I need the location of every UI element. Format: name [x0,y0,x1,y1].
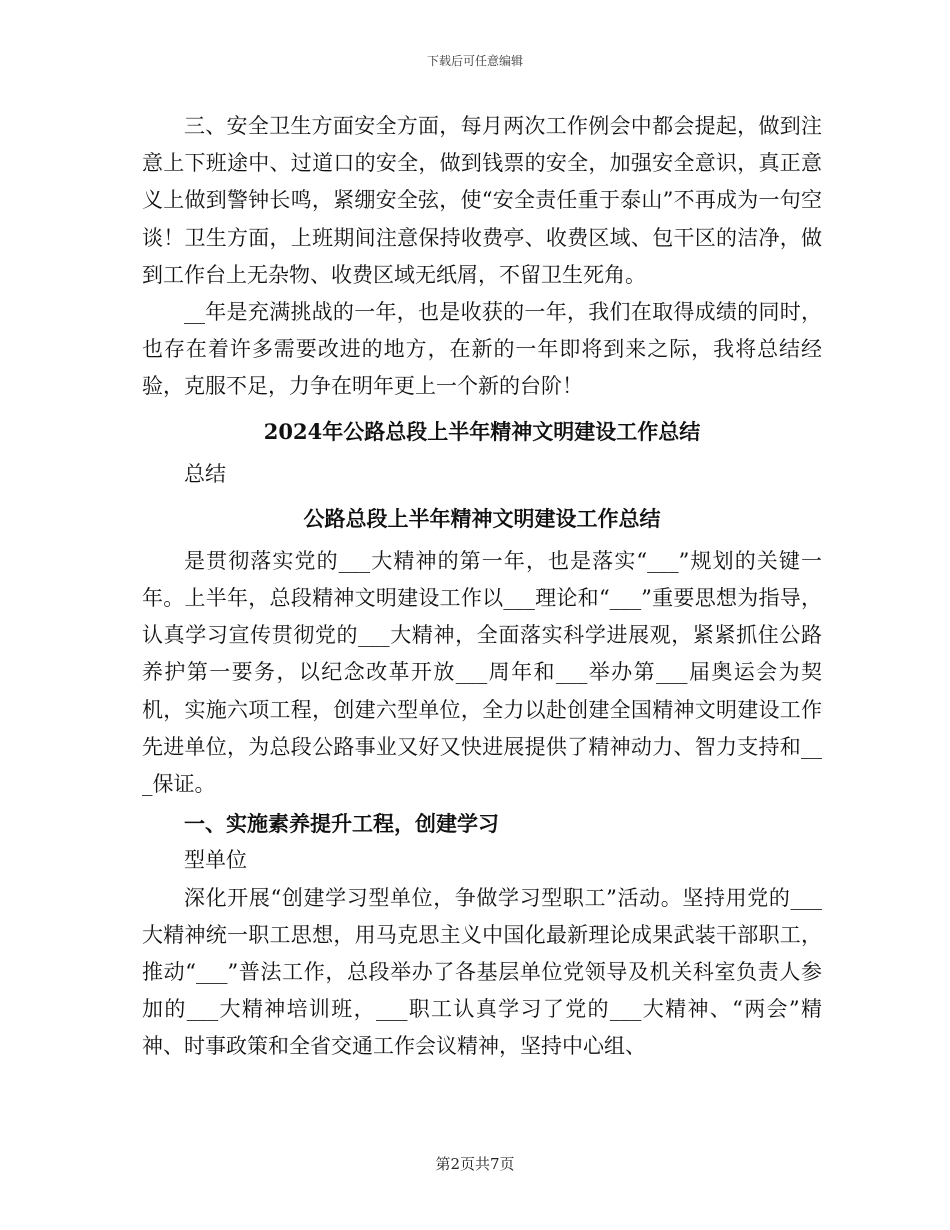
document-body [142,108,822,1066]
section-subtitle: 公路总段上半年精神文明建设工作总结 [303,505,661,531]
paragraph-year-summary: __年是充满挑战的一年，也是收获的一年，我们在取得成绩的同时，也存在着许多需要改进的地方，在新的一年即将到来之际，我将总结经验，克服不足，力争在明年更上一个新的台阶！ [142,300,822,399]
page-header-note: 下载后可任意编辑 [426,54,523,68]
paragraph-safety-hygiene: 三、安全卫生方面安全方面，每月两次工作例会中都会提起，做到注意上下班途中、过道口的安全，做到钱票的安全，加强安全意识，真正意义上做到警钟长鸣，紧绷安全弦，使“安全责任重于泰山”不再成为一句空谈！卫生方面，上班期间注意保持收费亭、收费区域、包干区的洁净，做到工作台上无杂物、收费区域无纸屑，不留卫生死角。 [142,114,822,287]
page-number: 第2页共7页 [435,1155,515,1173]
section-1-heading: 一、实施素养提升工程，创建学习 [184,811,499,837]
section-1-subheading: 型单位 [184,848,247,873]
document-title: 2024年公路总段上半年精神文明建设工作总结 [263,418,701,444]
paragraph-learning: 深化开展“创建学习型单位，争做学习型职工”活动。坚持用党的___大精神统一职工思想，用马克思主义中国化最新理论成果武装干部职工，推动“___”普法工作，总段举办了各基层单位党领导及机关科室负责人参加的___大精神培训班，___职工认真学习了党的___大精神、“两会”精神、时事政策和全省交通工作会议精神，坚持中心组、 [142,885,822,1059]
summary-label: 总结 [184,461,226,486]
paragraph-intro: 是贯彻落实党的___大精神的第一年，也是落实“___”规划的关键一年。上半年，总段精神文明建设工作以___理论和“___”重要思想为指导，认真学习宣传贯彻党的___大精神，全面落实科学进展观，紧紧抓住公路养护第一要务，以纪念改革开放___周年和___举办第___届奥运会为契机，实施六项工程，创建六型单位，全力以赴创建全国精神文明建设工作先进单位，为总段公路事业又好又快进展提供了精神动力、智力支持和___保证。 [142,548,822,797]
